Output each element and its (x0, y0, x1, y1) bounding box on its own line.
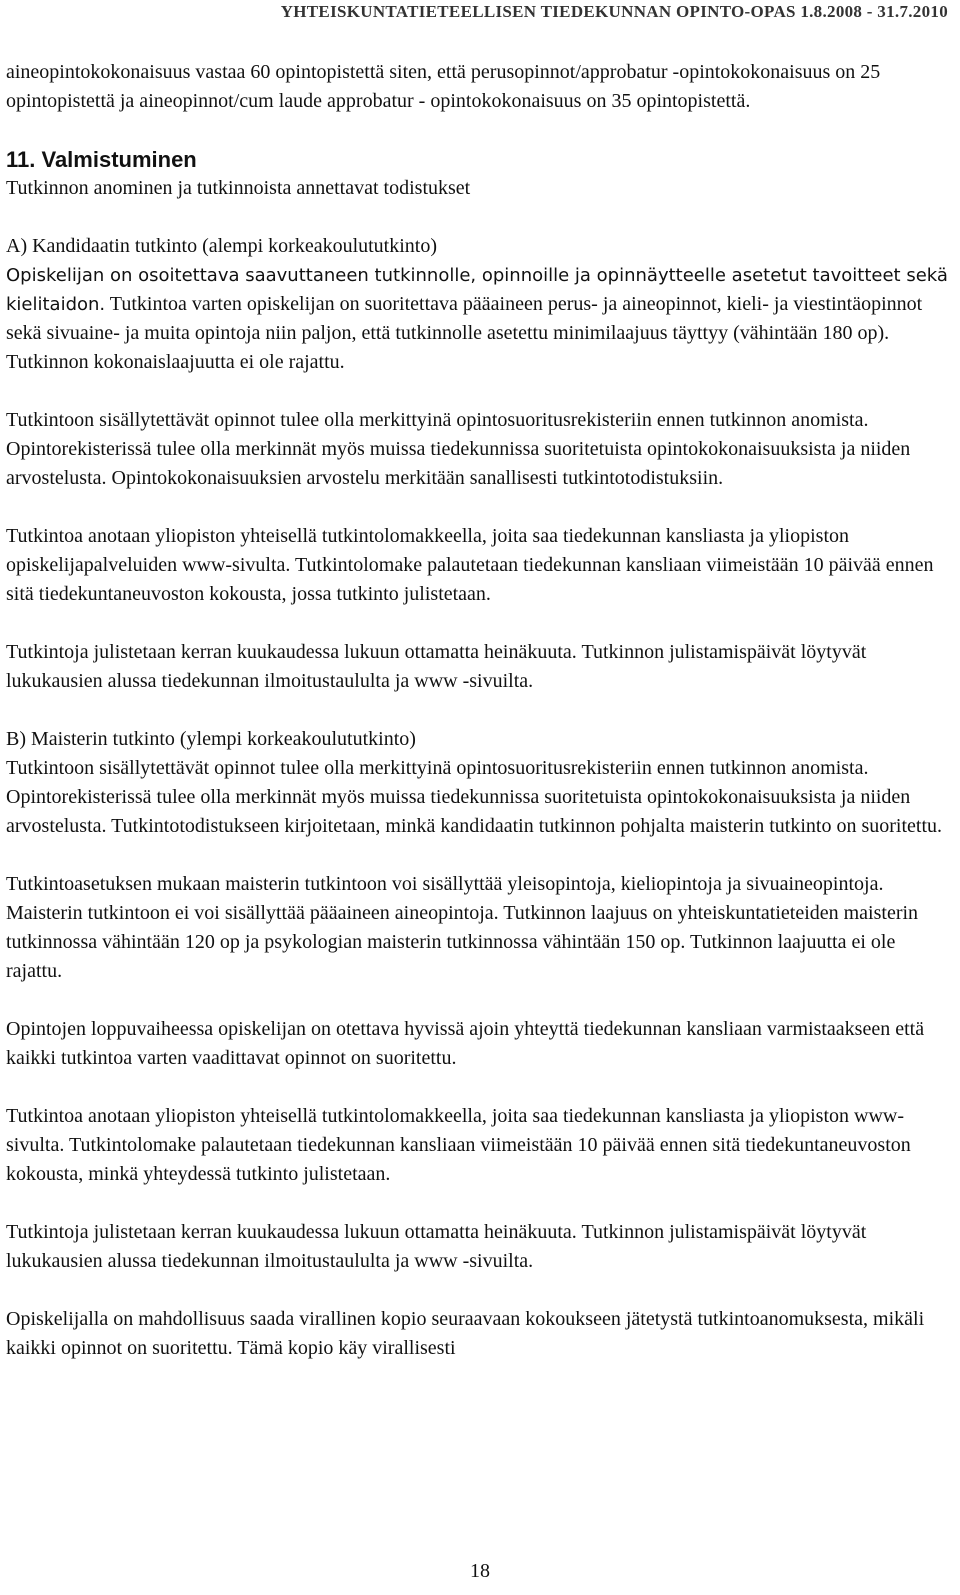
maisteri-contact-paragraph: Opintojen loppuvaiheessa opiskelijan on otettava hyvissä ajoin yhteyttä tiedekunnan kansliaan varmistaakseen että kaikki tutkintoa varten vaadittavat opinnot on suoritettu. (6, 1018, 925, 1069)
kandidaatti-requirement: Opiskelijan on osoitettava saavuttaneen tutkinnolle, opinnoille ja opinnäytteelle asetetut tavoitteet sekä kielitaidon. (6, 265, 948, 315)
kandidaatti-records-paragraph: Tutkintoon sisällytettävät opinnot tulee olla merkittyinä opintosuoritusrekisteriin ennen tutkinnon anomista. Opintorekisterissä tulee olla merkinnät myös muissa tiedekunnissa suoritetuista opintokokonaisuuksista ja niiden arvostelusta. Opintokokonaisuuksien arvostelu merkitään sanallisesti tutkintotodistuksiin. (6, 409, 911, 489)
kandidaatti-title: A) Kandidaatin tutkinto (alempi korkeakoulututkinto) (6, 235, 438, 257)
maisteri-title: B) Maisterin tutkinto (ylempi korkeakoulututkinto) (6, 728, 416, 750)
page-content (6, 58, 952, 1363)
running-header: YHTEISKUNTATIETEELLISEN TIEDEKUNNAN OPINTO-OPAS 1.8.2008 - 31.7.2010 (280, 2, 948, 21)
kandidaatti-requirement-rest: Tutkintoa varten opiskelijan on suoritettava pääaineen perus- ja aineopinnot, kieli- ja viestintäopinnot sekä sivuaine- ja muita opintoja niin paljon, että tutkinnolle asetettu minimilaajuus täyttyy (vähintään 180 op). Tutkinnon kokonaislaajuutta ei ole rajattu. (6, 293, 923, 373)
maisteri-copy-paragraph: Opiskelijalla on mahdollisuus saada virallinen kopio seuraavaan kokoukseen jätetystä tutkintoanomuksesta, mikäli kaikki opinnot on suoritettu. Tämä kopio käy virallisesti (6, 1308, 925, 1359)
section-subtitle: Tutkinnon anominen ja tutkinnoista annettavat todistukset (6, 177, 471, 199)
kandidaatti-declare-paragraph: Tutkintoja julistetaan kerran kuukaudessa lukuun ottamatta heinäkuuta. Tutkinnon julistamispäivät löytyvät lukukausien alussa tiedekunnan ilmoitustaululta ja www -sivuilta. (6, 641, 867, 692)
maisteri-records-paragraph: Tutkintoon sisällytettävät opinnot tulee olla merkittyinä opintosuoritusrekisteriin ennen tutkinnon anomista. Opintorekisterissä tulee olla merkinnät myös muissa tiedekunnissa suoritetuista opintokokonaisuuksista ja niiden arvostelusta. Tutkintotodistukseen kirjoitetaan, minkä kandidaatin tutkinnon pohjalta maisterin tutkinto on suoritettu. (6, 757, 942, 837)
page-number: 18 (470, 1560, 490, 1582)
kandidaatti-apply-paragraph: Tutkintoa anotaan yliopiston yhteisellä tutkintolomakkeella, joita saa tiedekunnan kansliasta ja yliopiston opiskelijapalveluiden www-sivulta. Tutkintolomake palautetaan tiedekunnan kansliaan viimeistään 10 päivää ennen sitä tiedekuntaneuvoston kokousta, jossa tutkinto julistetaan. (6, 525, 934, 605)
section-heading: 11. Valmistuminen (6, 147, 197, 172)
maisteri-declare-paragraph: Tutkintoja julistetaan kerran kuukaudessa lukuun ottamatta heinäkuuta. Tutkinnon julistamispäivät löytyvät lukukausien alussa tiedekunnan ilmoitustaululta ja www -sivuilta. (6, 1221, 867, 1272)
intro-paragraph: aineopintokokonaisuus vastaa 60 opintopistettä siten, että perusopinnot/approbatur -opintokokonaisuus on 25 opintopistettä ja aineopinnot/cum laude approbatur - opintokokonaisuus on 35 opintopistettä. (6, 61, 881, 112)
maisteri-apply-paragraph: Tutkintoa anotaan yliopiston yhteisellä tutkintolomakkeella, joita saa tiedekunnan kansliasta ja yliopiston www-sivulta. Tutkintolomake palautetaan tiedekunnan kansliaan viimeistään 10 päivää ennen sitä tiedekuntaneuvoston kokousta, minkä yhteydessä tutkinto julistetaan. (6, 1105, 911, 1185)
kandidaatti-requirement-paragraph (6, 261, 952, 377)
maisteri-decree-paragraph: Tutkintoasetuksen mukaan maisterin tutkintoon voi sisällyttää yleisopintoja, kieliopintoja ja sivuaineopintoja. Maisterin tutkintoon ei voi sisällyttää pääaineen aineopintoja. Tutkinnon laajuus on yhteiskuntatieteiden maisterin tutkinnossa vähintään 120 op ja psykologian maisterin tutkinnossa vähintään 150 op. Tutkinnon laajuutta ei ole rajattu. (6, 873, 919, 982)
